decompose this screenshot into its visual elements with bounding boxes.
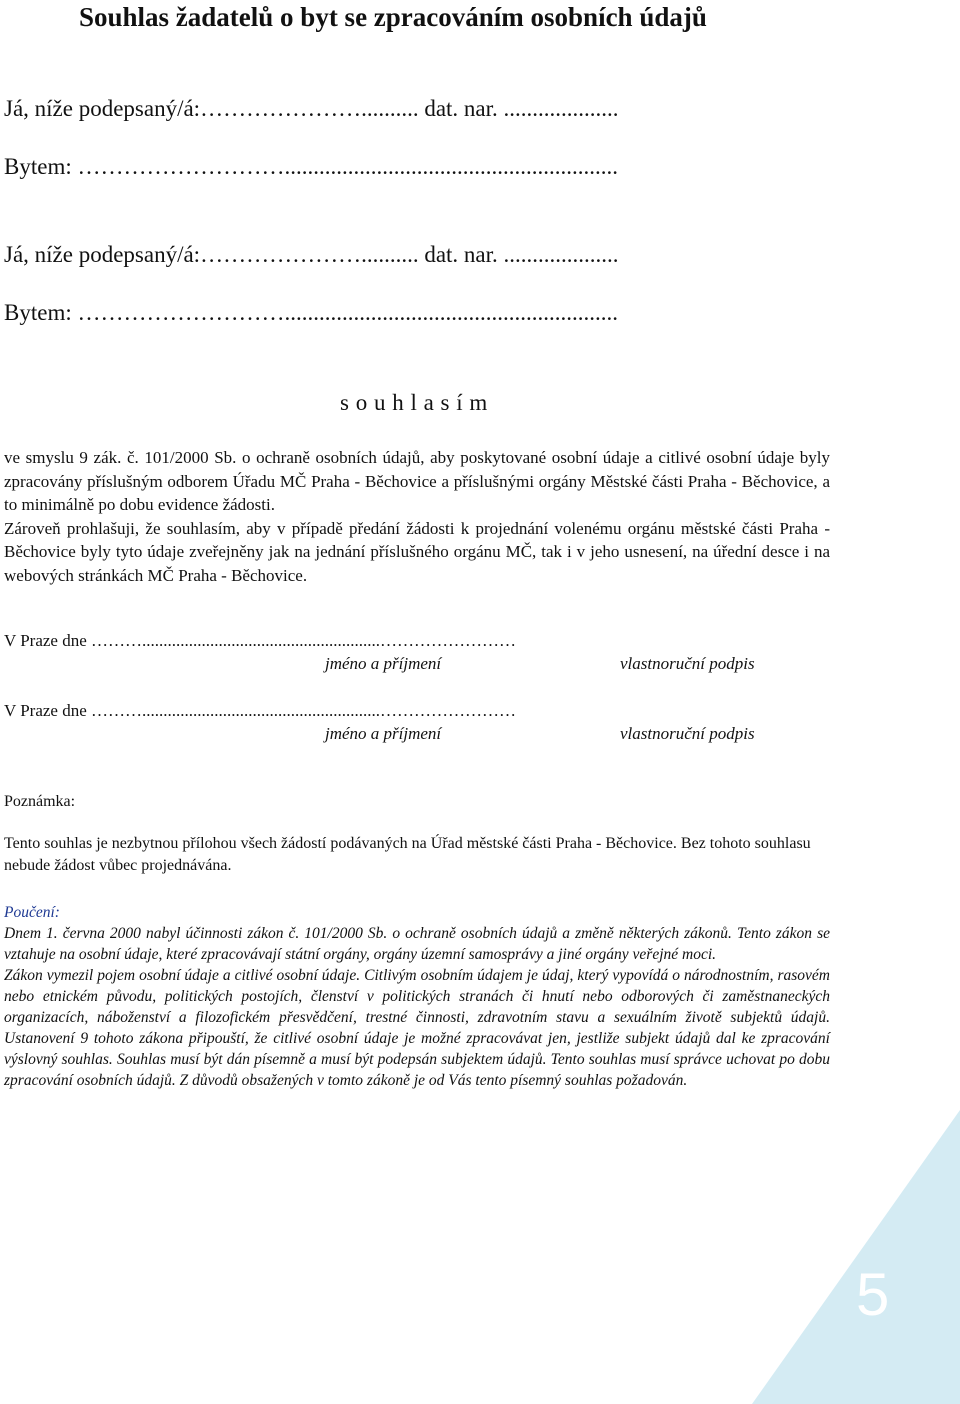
applicant-1-name-field[interactable]: Já, níže podepsaný/á:………………….......... dat. nar. .................... <box>4 96 619 121</box>
instruction-label: Poučení: <box>4 904 60 921</box>
signature-2-name-caption: jméno a příjmení <box>325 724 442 743</box>
instruction-paragraph-2: Zákon vymezil pojem osobní údaje a citlivé osobní údaje. Citlivým osobním údajem je údaj, který vypovídá o národnostním, rasovém nebo etnickém původu, politických postojích, členství v politických stranách či hnutí nebo odborových či zaměstnaneckých organizacích, náboženství a filozofickém přesvědčení, trestné činnosti, zdravotním stavu a sexuálním životě subjektů údajů. Ustanovení 9 tohoto zákona připouští, že citlivé osobní údaje je možné zpracovávat jen, jestliže subjekt údajů dal ke zpracování výslovný souhlas. Souhlas musí být dán písemně a musí být podepsán subjektem údajů. Tento souhlas musí správce uchovat po dobu zpracování osobních údajů. Z důvodů obsažených v tomto zákoně je od Vás tento písemný souhlas požadován. <box>4 967 830 1089</box>
corner-triangle <box>752 1110 960 1404</box>
consent-paragraph-1: ve smyslu 9 zák. č. 101/2000 Sb. o ochraně osobních údajů, aby poskytované osobní údaje a citlivé osobní údaje byly zpracovány příslušným odborem Úřadu MČ Praha - Běchovice a příslušnými orgány Městské části Praha - Běchovice, a to minimálně po dobu evidence žádosti. <box>4 448 830 514</box>
signature-1-date-field[interactable]: V Praze dne ………........................................................…………………… <box>4 631 517 650</box>
note-text: Tento souhlas je nezbytnou přílohou všech žádostí podávaných na Úřad městské části Praha - Běchovice. Bez tohoto souhlasu nebude žádost vůbec projednávána. <box>4 835 811 874</box>
document-title: Souhlas žadatelů o byt se zpracováním osobních údajů <box>79 2 707 32</box>
agree-heading: s o u h l a s í m <box>340 390 488 415</box>
consent-paragraph-2: Zároveň prohlašuji, že souhlasím, aby v případě předání žádosti k projednání volenému orgánu městské části Praha - Běchovice byly tyto údaje zveřejněny jak na jednání příslušného orgánu MČ, tak i v jeho usnesení, na úřední desce i na webových stránkách MČ Praha - Běchovice. <box>4 518 830 585</box>
signature-2-signature-caption: vlastnoruční podpis <box>620 724 755 743</box>
applicant-2-name-field[interactable]: Já, níže podepsaný/á:………………….......... dat. nar. .................... <box>4 242 619 267</box>
applicant-1-address-field[interactable]: Bytem: ……………………….......................................................... <box>4 154 618 179</box>
note-label: Poznámka: <box>4 793 76 810</box>
page-number: 5 <box>856 1261 890 1328</box>
instruction-paragraph-1: Dnem 1. června 2000 nabyl účinnosti zákon č. 101/2000 Sb. o ochraně osobních údajů a změně některých zákonů. Tento zákon se vztahuje na osobní údaje, které zpracovávají státní orgány, orgány územní samosprávy a jiné orgány veřejné moci. <box>4 925 830 963</box>
corner-decoration <box>752 1110 960 1404</box>
signature-1-signature-caption: vlastnoruční podpis <box>620 654 755 673</box>
consent-text <box>4 446 830 587</box>
instruction-section <box>4 902 830 1091</box>
signature-2-date-field[interactable]: V Praze dne ………........................................................…………………… <box>4 701 517 720</box>
signature-1-name-caption: jméno a příjmení <box>325 654 442 673</box>
applicant-2-address-field[interactable]: Bytem: ……………………….......................................................... <box>4 300 618 325</box>
